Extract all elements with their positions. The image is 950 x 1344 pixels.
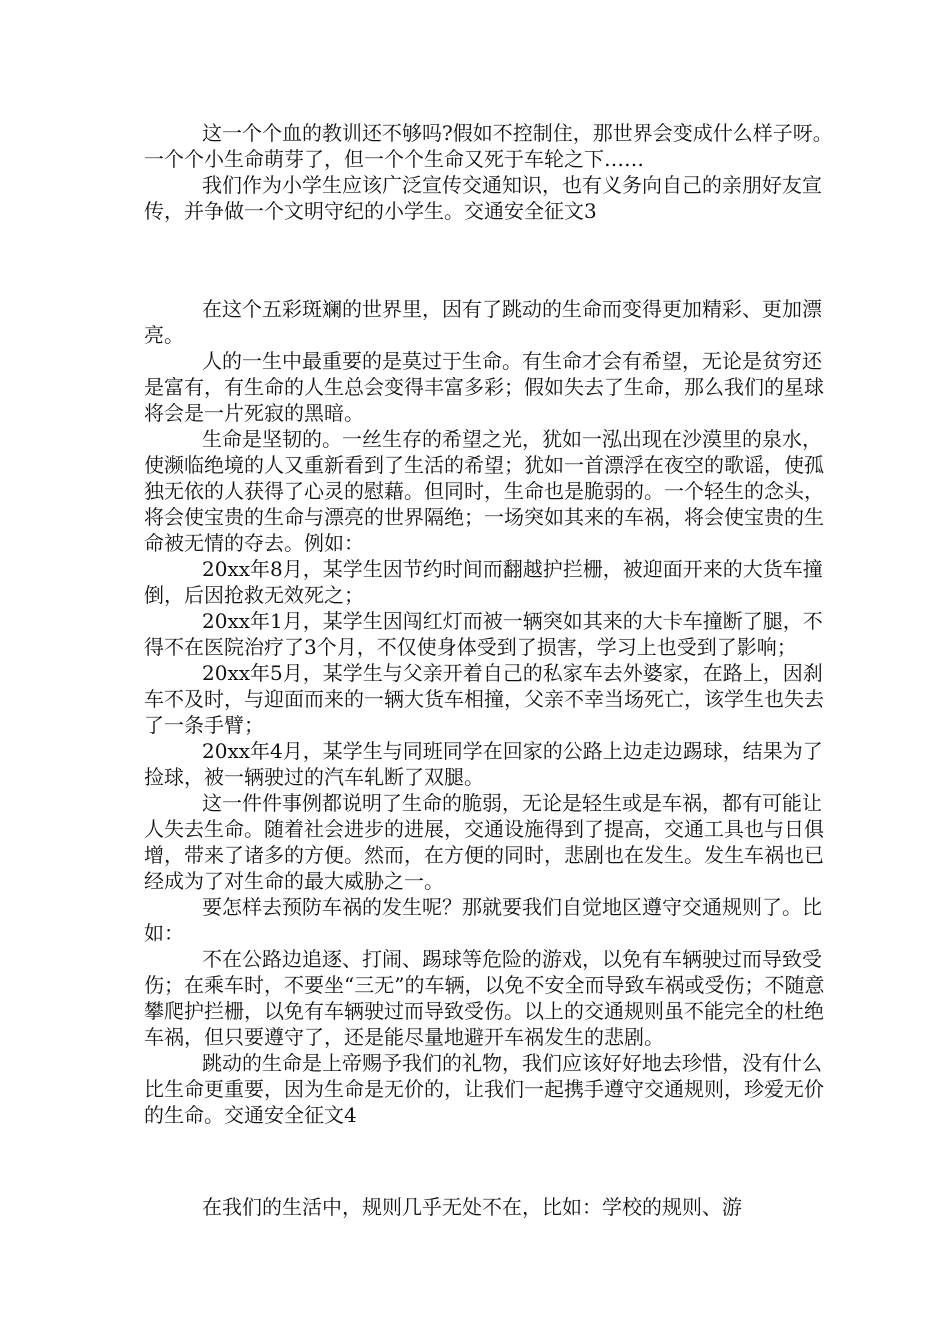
paragraph-traffic-rules: 不在公路边追逐、打闹、踢球等危险的游戏，以免有车辆驶过而导致受伤；在乘车时，不要坐“三无”的车辆，以免不安全而导致车祸或受伤；不随意攀爬护拦栅，以免有车辆驶过而导致受伤。以上的交通规则虽不能完全的杜绝车祸，但只要遵守了，还是能尽量地避开车祸发生的悲剧。 <box>144 947 825 1049</box>
paragraph-example-may: 20xx年5月，某学生与父亲开着自己的私家车去外婆家，在路上，因刹车不及时，与迎面而来的一辆大货车相撞，父亲不幸当场死亡，该学生也失去了一条手臂； <box>144 661 824 737</box>
paragraph-colorful-world: 在这个五彩斑斓的世界里，因有了跳动的生命而变得更加精彩、更加漂亮。 <box>144 297 822 347</box>
paragraph-example-april: 20xx年4月，某学生与同班同学在回家的公路上边走边踢球，结果为了捡球，被一辆驶过的汽车轧断了双腿。 <box>144 739 823 789</box>
paragraph-rules-everywhere: 在我们的生活中，规则几乎无处不在，比如：学校的规则、游 <box>202 1195 742 1219</box>
paragraph-example-august: 20xx年8月，某学生因节约时间而翻越护拦栅，被迎面开来的大货车撞倒，后因抢救无效死之； <box>144 557 823 607</box>
body-text-section-3 <box>144 1194 834 1220</box>
paragraph-prevention-question: 要怎样去预防车祸的发生呢？那就要我们自觉地区遵守交通规则了。比如： <box>144 895 822 945</box>
body-text-section-2 <box>144 296 834 1128</box>
paragraph-life-tough-fragile: 生命是坚韧的。一丝生存的希望之光，犹如一泓出现在沙漠里的泉水，使濒临绝境的人又重新看到了生活的希望；犹如一首漂浮在夜空的歌谣，使孤独无依的人获得了心灵的慰藉。但同时，生命也是脆弱的。一个轻生的念头，将会使宝贵的生命与漂亮的世界隔绝；一场突如其来的车祸，将会使宝贵的生命被无情的夺去。例如： <box>144 427 824 555</box>
paragraph-cherish-life: 跳动的生命是上帝赐予我们的礼物，我们应该好好地去珍惜，没有什么比生命更重要，因为生命是无价的，让我们一起携手遵守交通规则，珍爱无价的生命。交通安全征文4 <box>144 1051 824 1127</box>
paragraph-student-promotion: 我们作为小学生应该广泛宣传交通知识，也有义务向自己的亲朋好友宣传，并争做一个文明守纪的小学生。交通安全征文3 <box>144 173 822 223</box>
paragraph-example-january: 20xx年1月，某学生因闯红灯而被一辆突如其来的大卡车撞断了腿，不得不在医院治疗了3个月，不仅使身体受到了损害，学习上也受到了影响； <box>144 609 823 659</box>
body-text-section-1 <box>144 120 834 224</box>
paragraph-blood-lesson: 这一个个血的教训还不够吗?假如不控制住，那世界会变成什么样子呀。一个个小生命萌芽了，但一个个生命又死于车轮之下…… <box>144 121 833 171</box>
paragraph-life-important: 人的一生中最重要的是莫过于生命。有生命才会有希望，无论是贫穷还是富有，有生命的人生总会变得丰富多彩；假如失去了生命，那么我们的星球将会是一片死寂的黑暗。 <box>144 349 824 425</box>
paragraph-fragility-summary: 这一件件事例都说明了生命的脆弱，无论是轻生或是车祸，都有可能让人失去生命。随着社会进步的进展，交通设施得到了提高，交通工具也与日俱增，带来了诸多的方便。然而，在方便的同时，悲剧也在发生。发生车祸也已经成为了对生命的最大威胁之一。 <box>144 791 824 893</box>
